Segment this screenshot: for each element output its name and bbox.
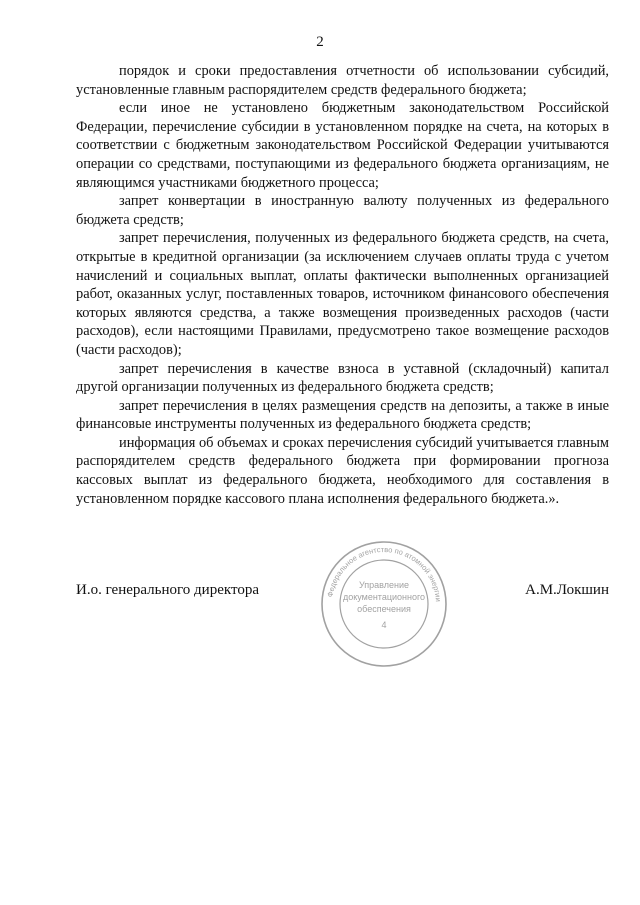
stamp-number: 4 [381,620,387,630]
paragraph-deposit-ban: запрет перечисления в целях размещения средств на депозиты, а также в иные финансовые инструменты полученных из федерального бюджета средств; [76,397,609,433]
stamp-ring-textpath: Федеральное агентство по атомной энергии [325,544,443,603]
stamp-line-2: документационного [342,592,426,602]
stamp-line-3: обеспечения [357,604,411,614]
paragraph-reporting: порядок и сроки предоставления отчетности об использовании субсидий, установленные главным распорядителем средств федерального бюджета; [76,63,609,98]
paragraph-transfer-ban: запрет перечисления, полученных из федерального бюджета средств, на счета, открытые в кредитной организации (за исключением случаев оплаты труда с учетом начислений и социальных выплат, оплаты фактически выполненных организацией работ, оказанных услуг, поставленных товаров, источником финансового обеспечения которых являются средства, а также возмещения произведенных расходов (части расходов), если настоящими Правилами, предусмотрено такое возмещение расходов (части расходов); [76,230,609,358]
page-number: 2 [316,34,324,50]
stamp-line-1: Управление [358,580,410,590]
paragraph-capital-contribution-ban: запрет перечисления в качестве взноса в уставной (складочный) капитал другой организации полученных из федерального бюджета средств; [76,360,609,396]
signatory-name: А.М.Локшин [525,582,609,598]
paragraph-conversion-ban: запрет конвертации в иностранную валюту полученных из федерального бюджета средств; [76,193,609,228]
document-body [76,62,609,508]
office-stamp [318,538,450,670]
paragraph-transfer-accounts: если иное не установлено бюджетным законодательством Российской Федерации, перечисление субсидии в установленном порядке на счета, на которых в соответствии с бюджетным законодательством Российской Федерации учитываются операции со средствами, поступающими из федерального бюджета организациям, не являющимся участниками бюджетного процесса; [76,100,609,191]
paragraph-forecast-info: информация об объемах и сроках перечисления субсидий учитывается главным распорядителем средств федерального бюджета при формировании прогноза кассовых выплат из федерального бюджета, необходимого для составления в установленном порядке кассового плана исполнения федерального бюджета.». [76,434,609,507]
signatory-title: И.о. генерального директора [76,582,259,598]
